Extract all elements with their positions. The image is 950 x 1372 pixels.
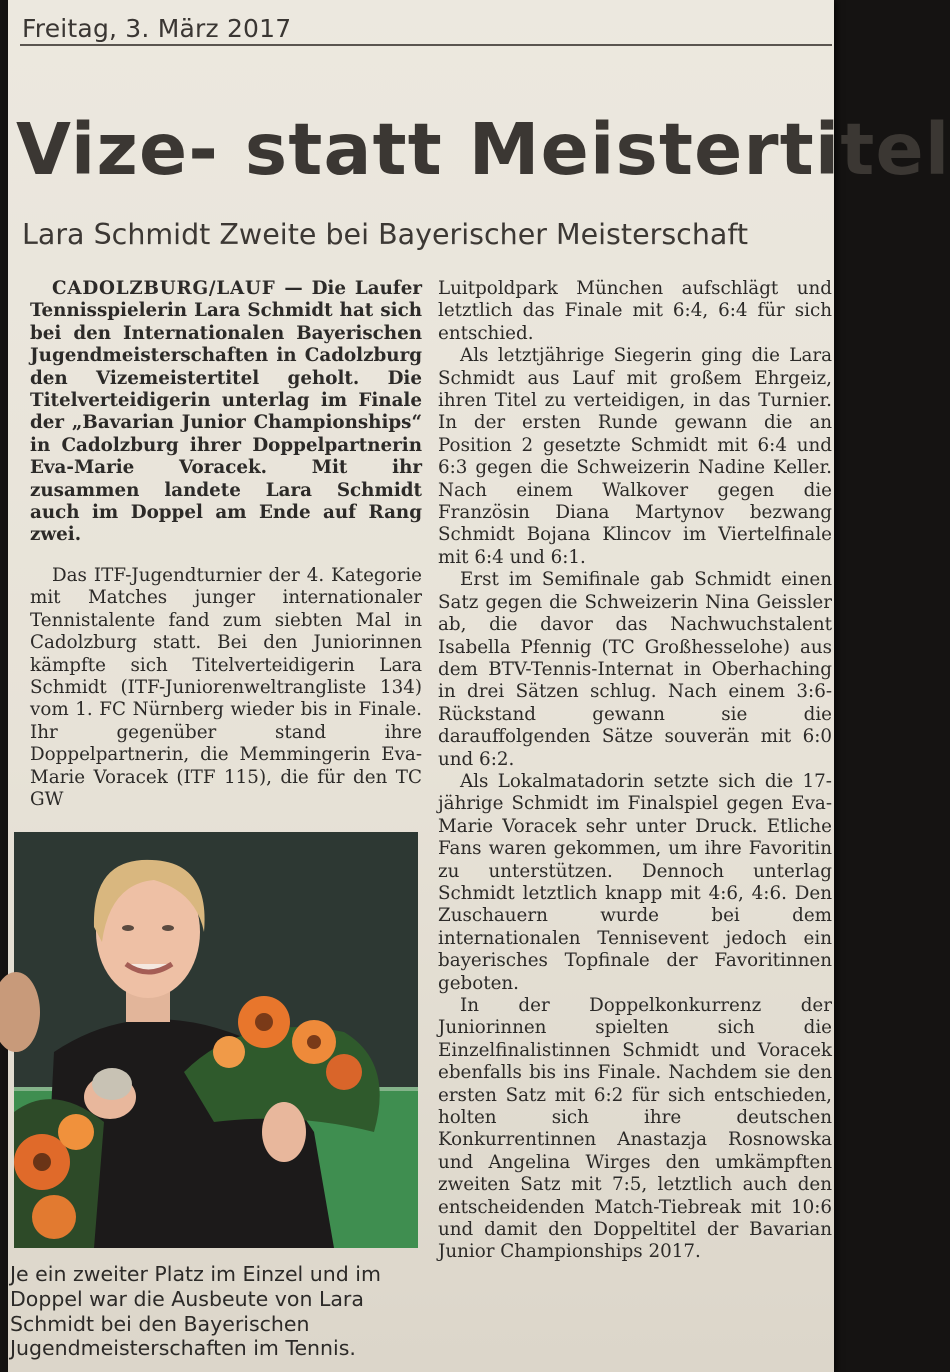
headline: Vize- statt Meistertitel [16, 108, 950, 191]
paragraph-5: In der Doppelkonkurrenz der Juniorinnen spielten sich die Einzelfinalistinnen Schmidt und Voracek ebenfalls bis ins Finale. Nachdem sie den ersten Satz mit 6:2 für sich entschieden, holten sich ihre deutschen Konkurrentinnen Anastazja Rosnowska und Angelina Wirges den umkämpften zweiten Satz mit 7:5, letztlich auch den entscheidenden Match-Tiebreak mit 10:6 und damit den Doppeltitel der Bavarian Junior Championships 2017. [438, 995, 832, 1263]
paragraph-1-continued: Luitpoldpark München aufschlägt und letztlich das Finale mit 6:4, 6:4 für sich entschied. [438, 278, 832, 344]
lead-text: Die Laufer Tennisspielerin Lara Schmidt hat sich bei den Internationalen Bayerischen Jugendmeisterschaften in Cadolzburg den Vizemeistertitel geholt. Die Titelverteidigerin unterlag im Finale der „Bavarian Junior Championships“ in Cadolzburg ihrer Doppelpartnerin Eva-Marie Voracek. Mit ihr zusammen landete Lara Schmidt auch im Doppel am Ende auf Rang zwei. [30, 278, 422, 546]
lead-paragraph [30, 278, 422, 547]
hand-right [262, 1102, 306, 1162]
issue-date: Freitag, 3. März 2017 [22, 14, 292, 43]
caption-text: Je ein zweiter Platz im Einzel und im Doppel war die Ausbeute von Lara Schmidt bei den Bayerischen Jugendmeisterschaften im Tennis. [10, 1262, 381, 1361]
paragraph-2: Als letztjährige Siegerin ging die Lara Schmidt aus Lauf mit großem Ehrgeiz, ihren Titel zu verteidigen, in das Turnier. In der ersten Runde gewann die an Position 2 gesetzte Schmidt mit 6:4 und 6:3 gegen die Schweizerin Nadine Keller. Nach einem Walkover gegen die Französin Diana Martynov bezwang Schmidt Bojana Klincov im Viertelfinale mit 6:4 und 6:1. [438, 345, 832, 568]
photo-illustration [14, 832, 418, 1248]
eye-left [122, 925, 134, 931]
paragraph-3: Erst im Semifinale gab Schmidt einen Satz gegen die Schweizerin Nina Geissler ab, die davor das Nachwuchstalent Isabella Pfennig (TC Großhesselohe) aus dem BTV-Tennis-Internat in Oberhaching in drei Sätzen schlug. Nach einem 3:6-Rückstand gewann sie die darauffolgenden Sätze souverän mit 6:0 und 6:2. [438, 569, 832, 770]
header-rule [20, 44, 832, 46]
lead-place: CADOLZBURG/LAUF [52, 278, 276, 299]
trophy [92, 1068, 132, 1100]
photo-caption [10, 1262, 422, 1361]
lead-dash: — [275, 278, 312, 299]
article-column-left [30, 278, 422, 811]
paragraph-4: Als Lokalmatadorin setzte sich die 17-jährige Schmidt im Finalspiel gegen Eva-Marie Voracek sehr unter Druck. Etliche Fans waren gekommen, um ihre Favoritin zu unterstützen. Dennoch unterlag Schmidt letztlich knapp mit 4:6, 4:6. Den Zuschauern wurde bei dem internationalen Tennisevent jedoch ein bayerisches Topfinale der Favoritinnen geboten. [438, 770, 832, 994]
newspaper-clipping [8, 0, 950, 1372]
article-column-right [438, 278, 832, 1264]
paragraph-1: Das ITF-Jugendturnier der 4. Kategorie mit Matches junger internationaler Tennistalente fand zum siebten Mal in Cadolzburg statt. Bei den Juniorinnen kämpfte sich Titelverteidigerin Lara Schmidt (ITF-Juniorenweltrangliste 134) vom 1. FC Nürnberg wieder bis in Finale. Ihr gegenüber stand ihre Doppelpartnerin, die Memmingerin Eva-Marie Voracek (ITF 115), die für den TC GW [30, 564, 422, 810]
flower-bouquet-left [14, 1099, 104, 1248]
photo-lara-schmidt [14, 832, 418, 1248]
subheadline: Lara Schmidt Zweite bei Bayerischer Meisterschaft [22, 218, 749, 251]
eye-right [162, 925, 174, 931]
